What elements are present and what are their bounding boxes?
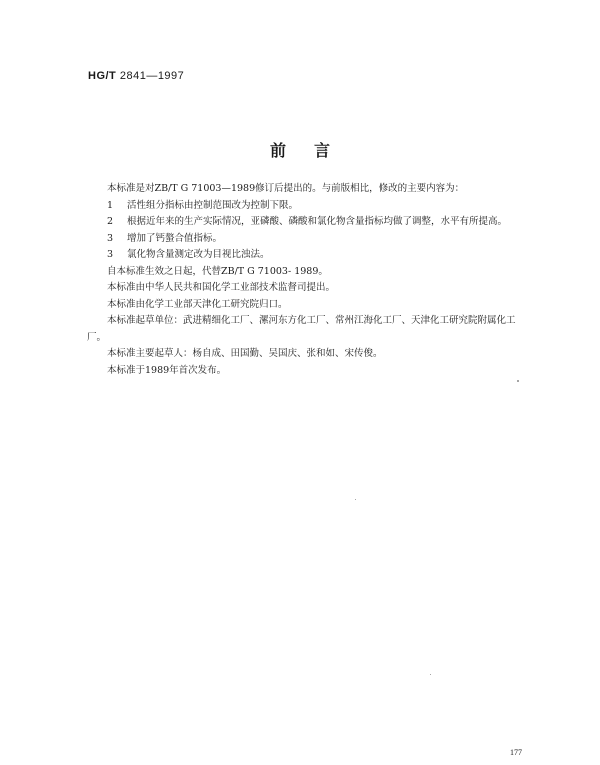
page-title: 前言: [269, 141, 358, 160]
scan-speck: [517, 380, 519, 382]
owner-paragraph: 本标准由化学工业部天津化工研究院归口。: [107, 298, 288, 310]
page-number: 177: [510, 748, 522, 757]
item-text: 活性组分指标由控制范围改为控制下限。: [127, 199, 299, 211]
item-text: 根据近年来的生产实际情况，亚磷酸、磷酸和氯化物含量指标均做了调整，水平有所提高。: [127, 216, 508, 227]
proposer-paragraph: 本标准由中华人民共和国化学工业部技术监督司提出。: [107, 282, 336, 293]
item-number: 3: [107, 232, 114, 244]
scan-speck: [430, 674, 431, 675]
standard-prefix: HG/T: [88, 70, 117, 82]
drafters-paragraph: 本标准主要起草人：杨自成、田国勤、吴国庆、张和如、宋传俊。: [107, 348, 383, 359]
drafting-units-paragraph: 本标准起草单位：武进精细化工厂、漯河东方化工厂、常州江海化工厂、天津化工研究院附属化工厂。: [87, 315, 516, 343]
item-number: 2: [107, 216, 114, 227]
foreword-body: [87, 181, 527, 379]
item-number: 3: [107, 249, 114, 260]
list-item: [87, 247, 527, 264]
list-item: [87, 198, 527, 215]
standard-number: 2841—1997: [119, 70, 185, 82]
scan-speck: [355, 499, 356, 500]
item-number: 1: [107, 199, 114, 211]
item-text: 氯化物含量测定改为目视比浊法。: [127, 249, 270, 260]
intro-paragraph: 本标准是对ZB/T G 71003—1989修订后提出的。与前版相比，修改的主要内容为：: [107, 183, 465, 194]
list-item: [87, 231, 527, 248]
effective-paragraph: 自本标准生效之日起，代替ZB/T G 71003- 1989。: [107, 265, 328, 277]
standard-code: [88, 70, 184, 82]
first-issue-paragraph: 本标准于1989年首次发布。: [107, 364, 227, 376]
item-text: 增加了钙螯合值指标。: [127, 232, 223, 244]
list-item: [87, 214, 527, 231]
